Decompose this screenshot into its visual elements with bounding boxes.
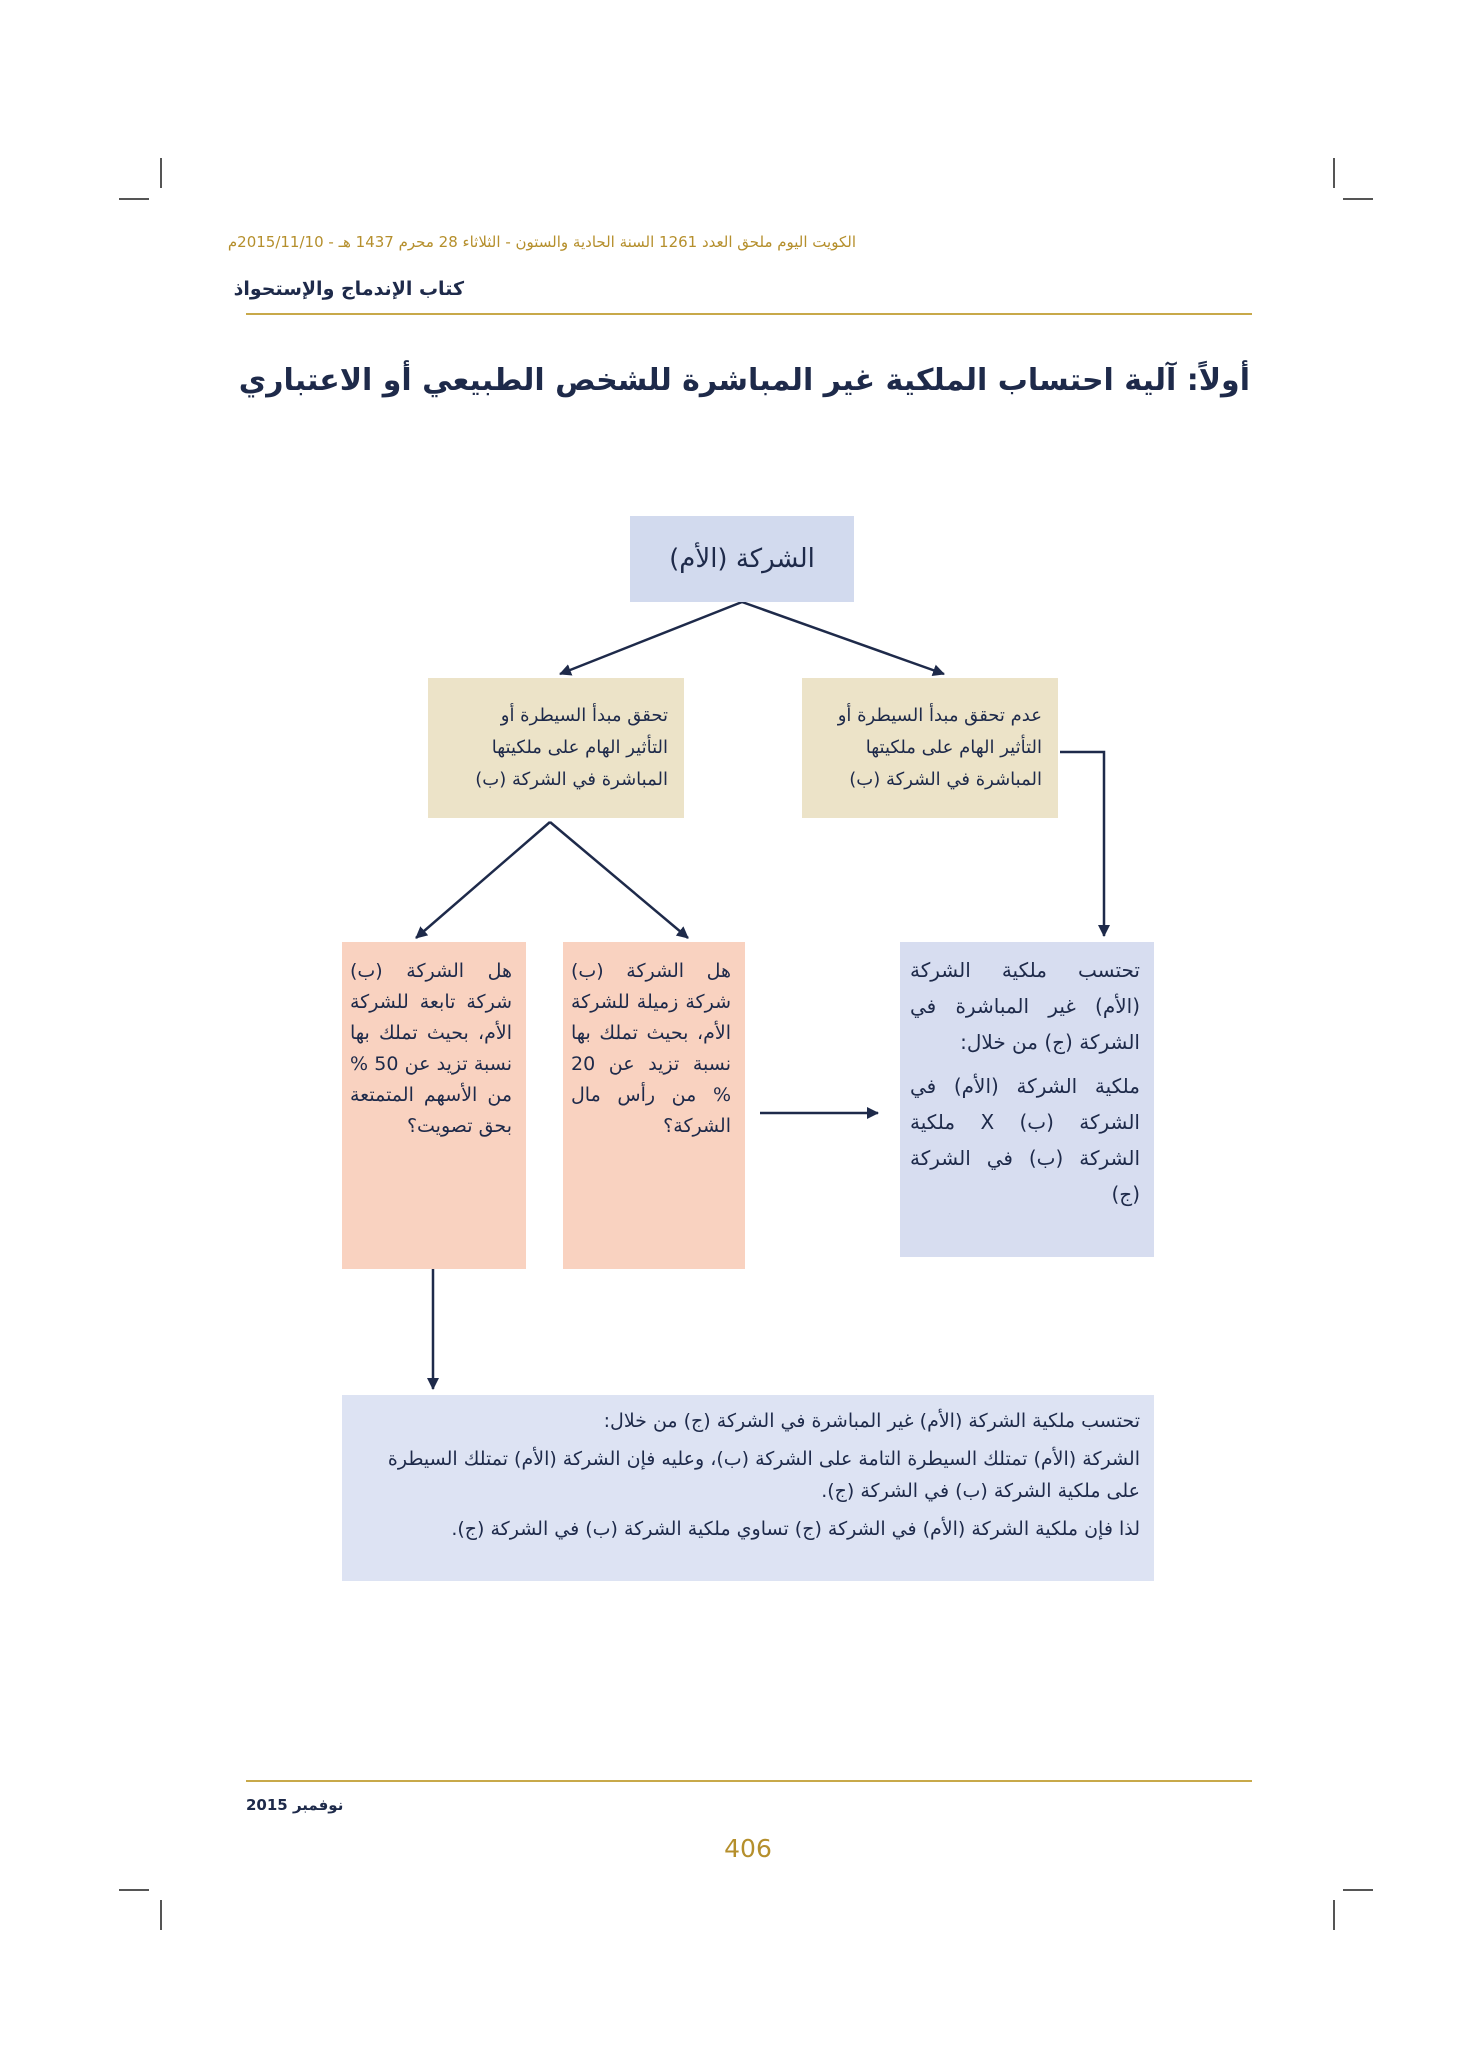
indirect-ownership-calc-box xyxy=(900,942,1154,1257)
arrow-parent-to-condition-met xyxy=(560,602,742,674)
condition-met-line: المباشرة في الشركة (ب) xyxy=(475,769,668,790)
arrow-condition-not-met-to-calc xyxy=(1060,752,1104,936)
footer-rule xyxy=(246,1780,1252,1782)
arrow-condition-met-to-subsidiary xyxy=(416,822,550,938)
book-title: كتاب الإندماج والإستحواذ xyxy=(233,278,464,300)
condition-not-met-box xyxy=(802,678,1058,818)
result-line-2: لذا فإن ملكية الشركة (الأم) في الشركة (ج) تساوي ملكية الشركة (ب) في الشركة (ج). xyxy=(451,1518,1140,1540)
section-heading: أولاً: آلية احتساب الملكية غير المباشرة للشخص الطبيعي أو الاعتباري xyxy=(238,363,1250,398)
control-result-box xyxy=(342,1395,1154,1581)
condition-not-met-line: المباشرة في الشركة (ب) xyxy=(849,769,1042,790)
condition-not-met-line: عدم تحقق مبدأ السيطرة أو xyxy=(837,705,1042,726)
gazette-header-line: الكويت اليوم ملحق العدد 1261 السنة الحادية والستون - الثلاثاء 28 محرم 1437 هـ - 2015/11/10م xyxy=(227,233,856,251)
page-number: 406 xyxy=(724,1834,772,1863)
arrow-condition-met-to-associate xyxy=(550,822,688,938)
calc-formula: ملكية الشركة (الأم) في الشركة (ب) X ملكية الشركة (ب) في الشركة (ج) xyxy=(910,1074,1140,1206)
footer-date: نوفمبر 2015 xyxy=(246,1796,344,1814)
condition-not-met-line: التأثير الهام على ملكيتها xyxy=(865,737,1042,758)
calc-intro: تحتسب ملكية الشركة (الأم) غير المباشرة في الشركة (ج) من خلال: xyxy=(910,958,1140,1054)
condition-met-box xyxy=(428,678,684,818)
result-line-1: الشركة (الأم) تمتلك السيطرة التامة على الشركة (ب)، وعليه فإن الشركة (الأم) تمتلك السيطرة على ملكية الشركة (ب) في الشركة (ج). xyxy=(387,1448,1140,1502)
condition-met-line: تحقق مبدأ السيطرة أو xyxy=(500,705,668,726)
associate-question-box xyxy=(563,942,745,1269)
subsidiary-question-text: هل الشركة (ب) شركة تابعة للشركة الأم، بحيث تملك بها نسبة تزيد عن 50 % من الأسهم المتمتعة بحق تصويت؟ xyxy=(350,960,513,1137)
parent-company-box xyxy=(630,516,854,602)
parent-company-label: الشركة (الأم) xyxy=(669,544,815,574)
result-intro: تحتسب ملكية الشركة (الأم) غير المباشرة في الشركة (ج) من خلال: xyxy=(603,1410,1140,1432)
subsidiary-question-box xyxy=(342,942,526,1269)
condition-met-line: التأثير الهام على ملكيتها xyxy=(491,737,668,758)
associate-question-text: هل الشركة (ب) شركة زميلة للشركة الأم، بحيث تملك بها نسبة تزيد عن 20 % من رأس مال الشركة؟ xyxy=(571,960,731,1137)
arrow-parent-to-condition-not-met xyxy=(742,602,944,674)
